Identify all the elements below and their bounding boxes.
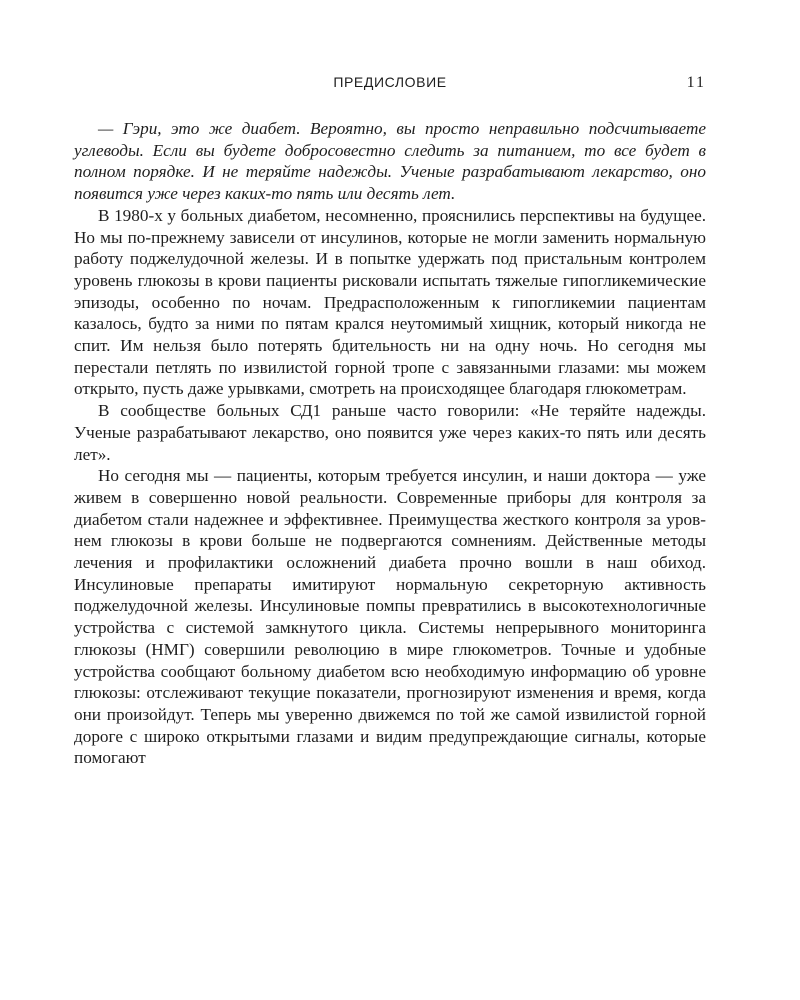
page-number: 11 [686,74,706,91]
paragraph: В сообществе больных СД1 раньше часто говорили: «Не теряйте надежды. Ученые разрабатывают лекарство, оно появится уже через каких-то пять или десять лет». [74,401,706,464]
body-text [74,118,706,769]
paragraph: В 1980-х у больных диабетом, несомненно, прояснились перспективы на будущее. Но мы по-прежнему зависели от инсулинов, которые не могли заменить нормальную работу поджелудочной железы. И в попытке удержать под пристальным контролем уровень глюкозы в крови пациенты рисковали испытать тяжелые гипогликемические эпизоды, особенно по ночам. Предрасположенным к гипогликемии пациентам казалось, будто за ними по пятам крался неутомимый хищник, который никогда не спит. Им нельзя было потерять бдительность ни на одну ночь. Но сегодня мы перестали петлять по извилистой горной тропе с завязанными глазами: мы можем открыто, пусть даже урывками, смотреть на происходящее благодаря глюкометрам. [74,205,706,399]
paragraph-dialogue: — Гэри, это же диабет. Вероятно, вы просто неправильно подсчитываете углеводы. Если вы будете добросовестно следить за питанием, то все будет в полном порядке. И не теряйте надежды. Ученые разрабатывают лекарство, оно появится уже через каких-то пять или десять лет. [74,119,706,204]
book-page [74,0,706,1000]
running-head [74,74,706,94]
paragraph: Но сегодня мы — пациенты, которым требуется инсулин, и наши доктора — уже живем в совершенно новой реальности. Современные приборы для контроля за диабетом стали надежнее и эффективнее. Преимущества жесткого контроля за уровнем глюкозы в крови больше не подвергаются сомнениям. Действенные методы лечения и профилактики осложнений диабета прочно вошли в наш обиход. Инсулиновые препараты имитируют нормальную секреторную активность поджелудочной железы. Инсулиновые помпы превратились в высокотехнологичные устройства с системой замкнутого цикла. Системы непрерывного мониторинга глюкозы (НМГ) совершили революцию в мире глюкометров. Точные и удобные устройства сообщают больному диабетом всю необходимую информацию об уровне глюкозы: отслеживают текущие показатели, прогнозируют изменения и время, когда они произойдут. Теперь мы уверенно движемся по той же самой извилистой горной дороге с широко открытыми глазами и видим предупреждающие сигналы, которые помогают [74,466,706,768]
chapter-title: ПРЕДИСЛОВИЕ [333,74,447,90]
